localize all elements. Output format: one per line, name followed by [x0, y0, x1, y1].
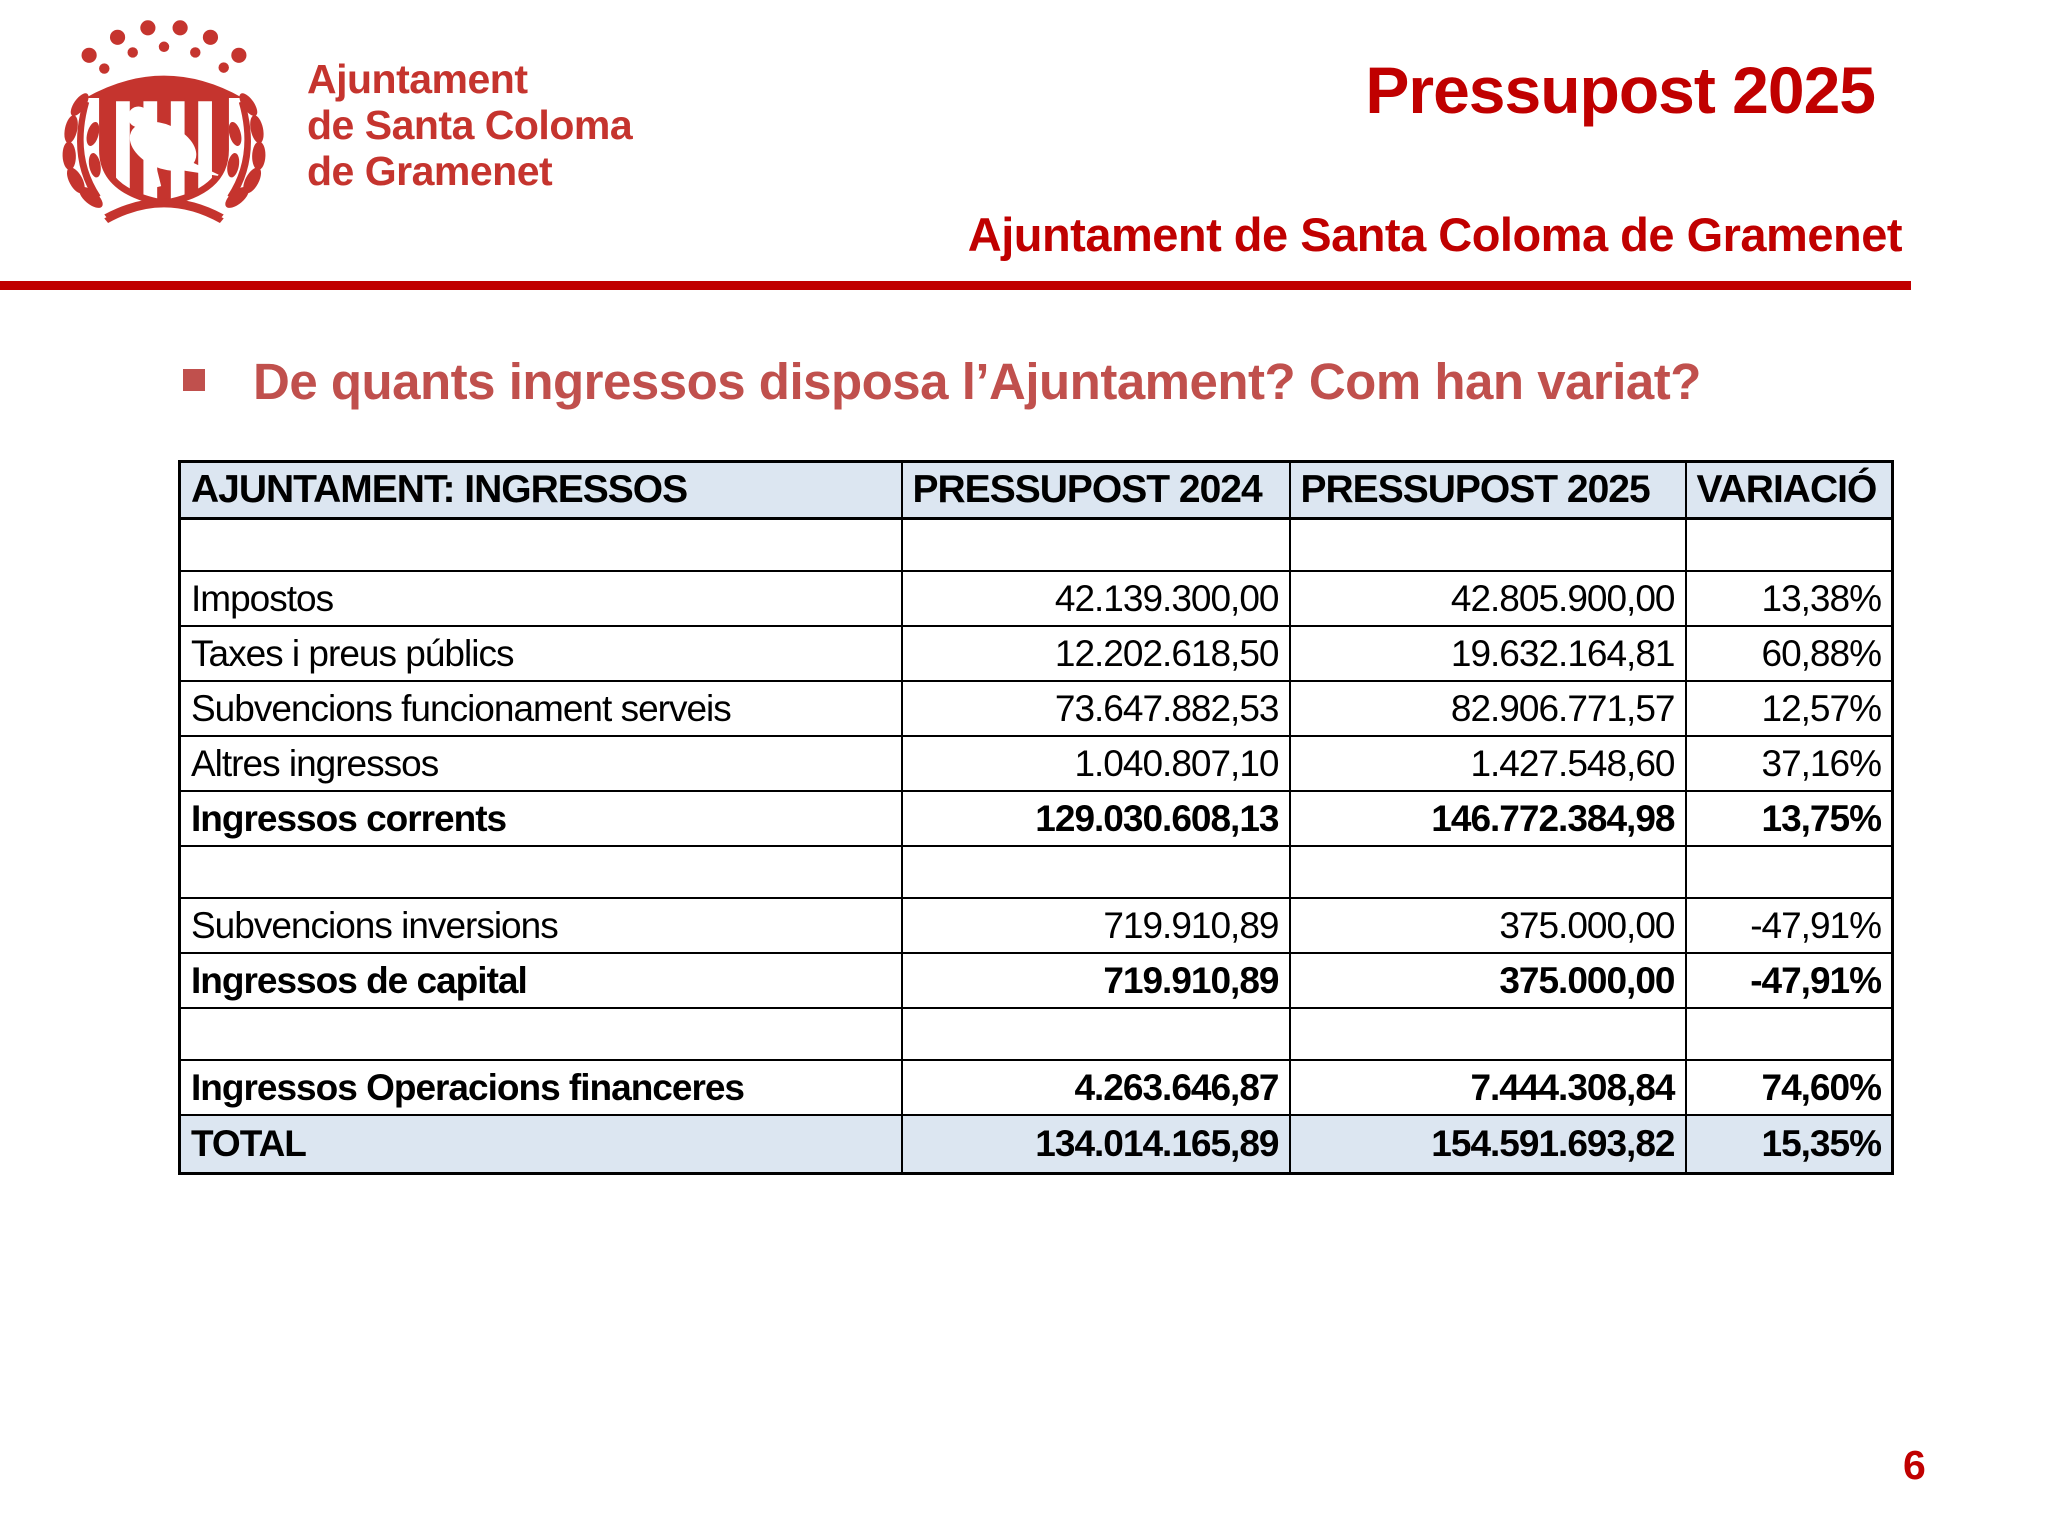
logo-org-line: Ajuntament [307, 56, 528, 102]
table-row-subvencions-inversions: Subvencions inversions 719.910,89 375.000,00 -47,91% [180, 898, 1893, 953]
table-row-taxes: Taxes i preus públics 12.202.618,50 19.632.164,81 60,88% [180, 626, 1893, 681]
slide-subtitle: Ajuntament de Santa Coloma de Gramenet [967, 208, 1902, 261]
col-header-pressupost-2025: PRESSUPOST 2025 [1290, 462, 1686, 519]
header-rule [0, 281, 1911, 290]
col-header-ingressos: AJUNTAMENT: INGRESSOS [180, 462, 902, 519]
income-budget-table [178, 460, 1894, 1175]
table-spacer-row [180, 1008, 1893, 1060]
table-row-altres-ingressos: Altres ingressos 1.040.807,10 1.427.548,60 37,16% [180, 736, 1893, 791]
slide-title: Pressupost 2025 [1365, 53, 1875, 127]
table-row-subvencions-funcionament: Subvencions funcionament serveis 73.647.882,53 82.906.771,57 12,57% [180, 681, 1893, 736]
logo-block [55, 6, 632, 224]
col-header-variacio: VARIACIÓ [1686, 462, 1893, 519]
bullet-square-icon [183, 369, 205, 391]
table-row-operacions-financeres: Ingressos Operacions financeres 4.263.646,87 7.444.308,84 74,60% [180, 1060, 1893, 1115]
page-number: 6 [1903, 1442, 1926, 1488]
table-row-total: TOTAL 134.014.165,89 154.591.693,82 15,35% [180, 1115, 1893, 1174]
table-row-impostos: Impostos 42.139.300,00 42.805.900,00 13,38% [180, 571, 1893, 626]
table-spacer-row [180, 846, 1893, 898]
question-text: De quants ingressos disposa l’Ajuntament? Com han variat? [253, 353, 1701, 410]
logo-org-line: de Santa Coloma [307, 102, 633, 148]
coat-of-arms-icon [55, 6, 273, 224]
table-row-ingressos-capital: Ingressos de capital 719.910,89 375.000,00 -47,91% [180, 953, 1893, 1008]
question-line [183, 352, 1701, 411]
logo-org-name [307, 56, 632, 194]
table-row-ingressos-corrents: Ingressos corrents 129.030.608,13 146.772.384,98 13,75% [180, 791, 1893, 846]
logo-org-line: de Gramenet [307, 148, 553, 194]
table-spacer-row [180, 519, 1893, 572]
table-header-row [180, 462, 1893, 519]
col-header-pressupost-2024: PRESSUPOST 2024 [902, 462, 1290, 519]
